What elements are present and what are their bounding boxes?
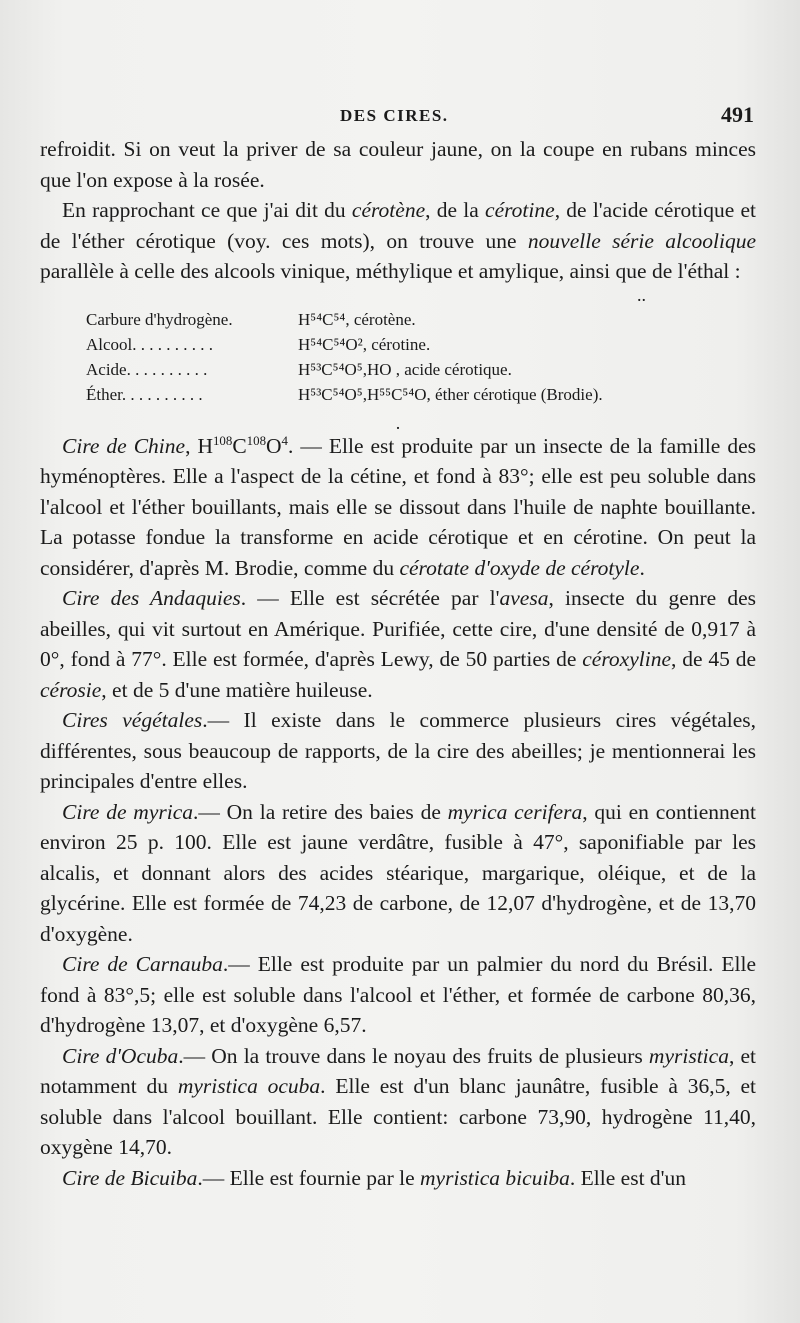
text-run: . Elle est d'un blanc jaunâtre, fusible à 36,5, et soluble dans l'alcool bouillant. Elle contient: carbone 73,90, hydrogène 11,40, oxygène 14,70. <box>40 1074 757 1159</box>
text-run: . Elle est d'un <box>569 1165 687 1190</box>
term-serie-alcoolique: nouvelle série alcoolique <box>527 228 756 253</box>
genus-name: myristica <box>648 1043 729 1068</box>
formula-symbol: C <box>232 433 247 458</box>
paragraph-cire-de-carnauba <box>40 949 756 1041</box>
text-run: , de 45 de <box>671 647 757 671</box>
text-run: , de la <box>425 198 486 222</box>
term-avesa: avesa <box>499 586 549 610</box>
term-cerotene: cérotène <box>351 198 426 222</box>
species-name: myrica cerifera <box>447 799 583 824</box>
entry-title: Cires végétales <box>62 708 203 732</box>
text-run: .— Il existe dans le commerce plusieurs cires végétales, différentes, sous beaucoup de rapports, de la cire des abeilles; je mentionnerai les principales d'entre elles. <box>40 708 756 793</box>
formula-symbol: O <box>266 433 282 458</box>
paragraph-intro-2 <box>40 195 756 287</box>
formula-row <box>86 332 603 357</box>
paragraph-cires-vegetales <box>40 705 756 797</box>
entry-title: Cire d'Ocuba <box>62 1043 179 1068</box>
entry-title: Cire de Bicuiba <box>62 1165 198 1190</box>
text-run: .— Elle est fournie par le <box>197 1165 421 1190</box>
body-text <box>40 134 756 1193</box>
chemical-formula <box>197 434 288 458</box>
term-cerotine: cérotine <box>485 198 555 222</box>
text-run: , de l'acide cérotique et de l'éther cérotique (voy. ces mots), on trouve une <box>40 198 757 253</box>
formula-label: Carbure d'hydrogène. <box>86 309 233 329</box>
term-ceroxyline: céroxyline <box>582 647 671 671</box>
text-run: .— On la trouve dans le noyau des fruits de plusieurs <box>178 1043 649 1068</box>
text-run: . <box>639 555 645 580</box>
entry-title: Cire de Chine <box>62 433 186 458</box>
text-run: , et notamment du <box>40 1043 756 1098</box>
formula-index: 108 <box>246 433 267 448</box>
formula-index: 108 <box>212 433 233 448</box>
formula-row <box>86 357 603 382</box>
species-name: myristica ocuba <box>177 1074 321 1098</box>
term-cerosie: cérosie <box>40 677 102 702</box>
page-number: 491 <box>721 102 754 127</box>
entry-title: Cire de Carnauba <box>62 952 223 976</box>
separator-dot: . <box>395 412 401 433</box>
text-run: .— On la retire des baies de <box>193 799 448 824</box>
text-run: . — Elle est produite par un insecte de la famille des hyménoptères. Elle a l'aspect de la cétine, et fond à 83°; elle est peu soluble dans l'alcool et l'éther bouillants, mais elle se dissout dans l'huile de naphte bouillante. La potasse fondue la transforme en acide cérotique et en cérotine. On peut la considérer, d'après M. Brodie, comme du <box>40 433 757 580</box>
paragraph-cire-des-andaquies <box>40 583 756 705</box>
text-run: En rapprochant ce que j'ai dit du <box>62 198 352 222</box>
text-run: , qui en contiennent environ 25 p. 100. Elle est jaune verdâtre, fusible à 47°, saponifiable par les alcalis, et donnant alors des acides stéarique, margarique, oléique, et de la glycérine. Elle est formée de 74,23 de carbone, de 12,07 d'hydrogène, et de 13,70 d'oxygène. <box>40 799 756 946</box>
formula-row <box>86 382 603 407</box>
paragraph-cire-de-chine: Cire de Chine, $H^{108}C^{108}O^4$. — Elle est produite par un insecte de la famille des hyménoptères. Elle a l'aspect de la cétine, et fond à 83°; elle est peu soluble dans l'alcool et l'éther bouillants, mais elle se dissout dans l'huile de naphte bouillante. La potasse fondue la transforme en acide cérotique et en cérotine. On peut la considérer, d'après M. Brodie, comme du cérotate d'oxyde de cérotyle. <box>40 433 757 580</box>
ellipsis-dots: .. <box>637 284 646 305</box>
text-run: .— Elle est produite par un palmier du nord du Brésil. Elle fond à 83°,5; elle est soluble dans l'alcool et l'éther, et formée de carbone 80,36, d'hydrogène 13,07, et d'oxygène 6,57. <box>40 952 756 1037</box>
paragraph-cire-de-bicuiba <box>40 1163 756 1194</box>
species-name: myristica bicuiba <box>420 1165 570 1190</box>
formula-label: Éther. . . . . . . . . . <box>86 384 203 404</box>
formula-value: H⁵⁴C⁵⁴, cérotène. <box>298 309 416 329</box>
entry-title: Cire des Andaquies <box>62 586 241 610</box>
text-run: , insecte du genre des abeilles, qui vit surtout en Amérique. Purifiée, cette cire, d'une densité de 0,917 à 0°, fond à 77°. Elle est formée, d'après Lewy, de 50 parties de <box>40 586 756 671</box>
page-header <box>40 100 754 130</box>
formula-symbol: H <box>197 433 213 458</box>
formula-value: H⁵⁴C⁵⁴O², cérotine. <box>298 334 431 354</box>
text-run: . — Elle est sécrétée par l' <box>240 586 500 610</box>
formula-table <box>86 307 603 407</box>
formula-label: Alcool. . . . . . . . . . <box>86 334 214 354</box>
paragraph-cire-d-ocuba <box>40 1041 756 1163</box>
formula-label: Acide. . . . . . . . . . <box>86 359 208 379</box>
formula-value: H⁵³C⁵⁴O⁵,H⁵⁵C⁵⁴O, éther cérotique (Brodie). <box>298 384 603 404</box>
text-run: , et de 5 d'une matière huileuse. <box>101 677 373 702</box>
text-run: parallèle à celle des alcools vinique, méthylique et amylique, ainsi que de l'éthal : <box>40 259 741 283</box>
paragraph-intro-1: refroidit. Si on veut la priver de sa couleur jaune, on la coupe en rubans minces que l'on expose à la rosée. <box>40 137 756 192</box>
paragraph-cire-de-myrica <box>40 797 756 950</box>
formula-value: H⁵³C⁵⁴O⁵,HO , acide cérotique. <box>298 359 512 379</box>
running-head: DES CIRES. <box>340 106 449 125</box>
formula-index: 4 <box>281 433 288 448</box>
formula-row <box>86 307 603 332</box>
term-cerotate: cérotate d'oxyde de cérotyle <box>399 555 640 580</box>
entry-title: Cire de myrica <box>62 799 193 824</box>
